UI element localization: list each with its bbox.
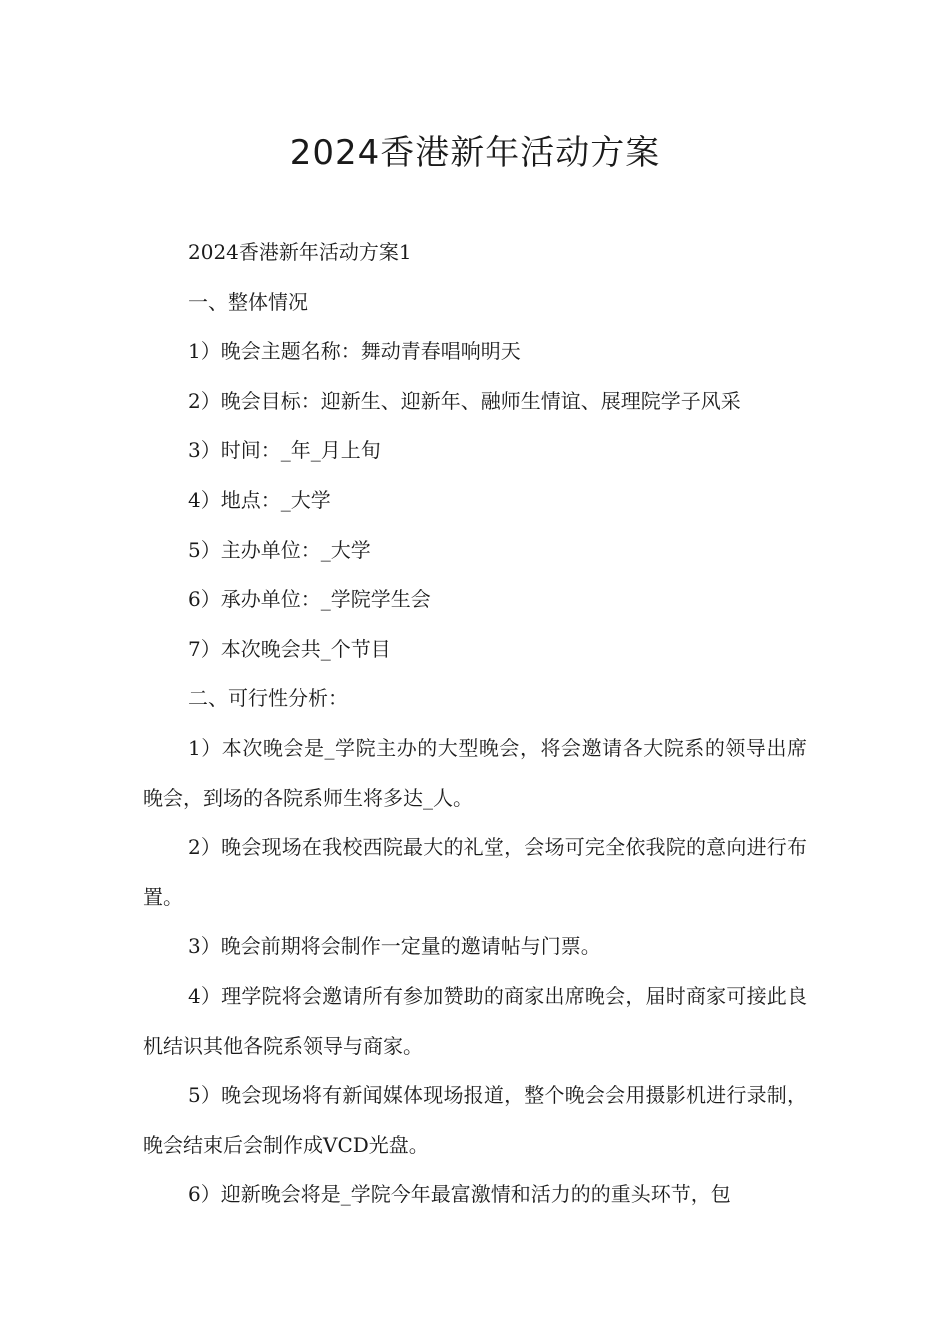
feasibility-paragraph: 3）晚会前期将会制作一定量的邀请帖与门票。 (188, 934, 601, 959)
feasibility-paragraph: 4）理学院将会邀请所有参加赞助的商家出席晚会，届时商家可接此良机结识其他各院系领导与商家。 (143, 983, 807, 1058)
overview-item: 6）承办单位：_学院学生会 (188, 587, 431, 612)
feasibility-paragraph: 5）晚会现场将有新闻媒体现场报道，整个晚会会用摄影机进行录制，晚会结束后会制作成VCD光盘。 (143, 1083, 807, 1157)
plan-subtitle: 2024香港新年活动方案1 (188, 240, 412, 264)
document-body (143, 228, 807, 1220)
feasibility-paragraph: 2）晚会现场在我校西院最大的礼堂，会场可完全依我院的意向进行布置。 (143, 835, 807, 909)
feasibility-paragraph: 1）本次晚会是_学院主办的大型晚会，将会邀请各大院系的领导出席晚会，到场的各院系师生将多达_人。 (143, 735, 807, 810)
overview-item: 5）主办单位：_大学 (188, 537, 371, 562)
overview-item: 3）时间：_年_月上旬 (188, 438, 381, 463)
document-title: 2024香港新年活动方案 (289, 133, 661, 173)
section-heading-overview: 一、整体情况 (188, 289, 308, 314)
overview-item: 4）地点：_大学 (188, 487, 331, 512)
feasibility-paragraph: 6）迎新晚会将是_学院今年最富激情和活力的的重头环节，包 (188, 1182, 731, 1207)
overview-item: 7）本次晚会共_个节目 (188, 636, 391, 661)
overview-item: 2）晚会目标：迎新生、迎新年、融师生情谊、展理院学子风采 (188, 388, 741, 413)
section-heading-feasibility: 二、可行性分析： (188, 686, 348, 711)
overview-item: 1）晚会主题名称：舞动青春唱响明天 (188, 339, 521, 364)
